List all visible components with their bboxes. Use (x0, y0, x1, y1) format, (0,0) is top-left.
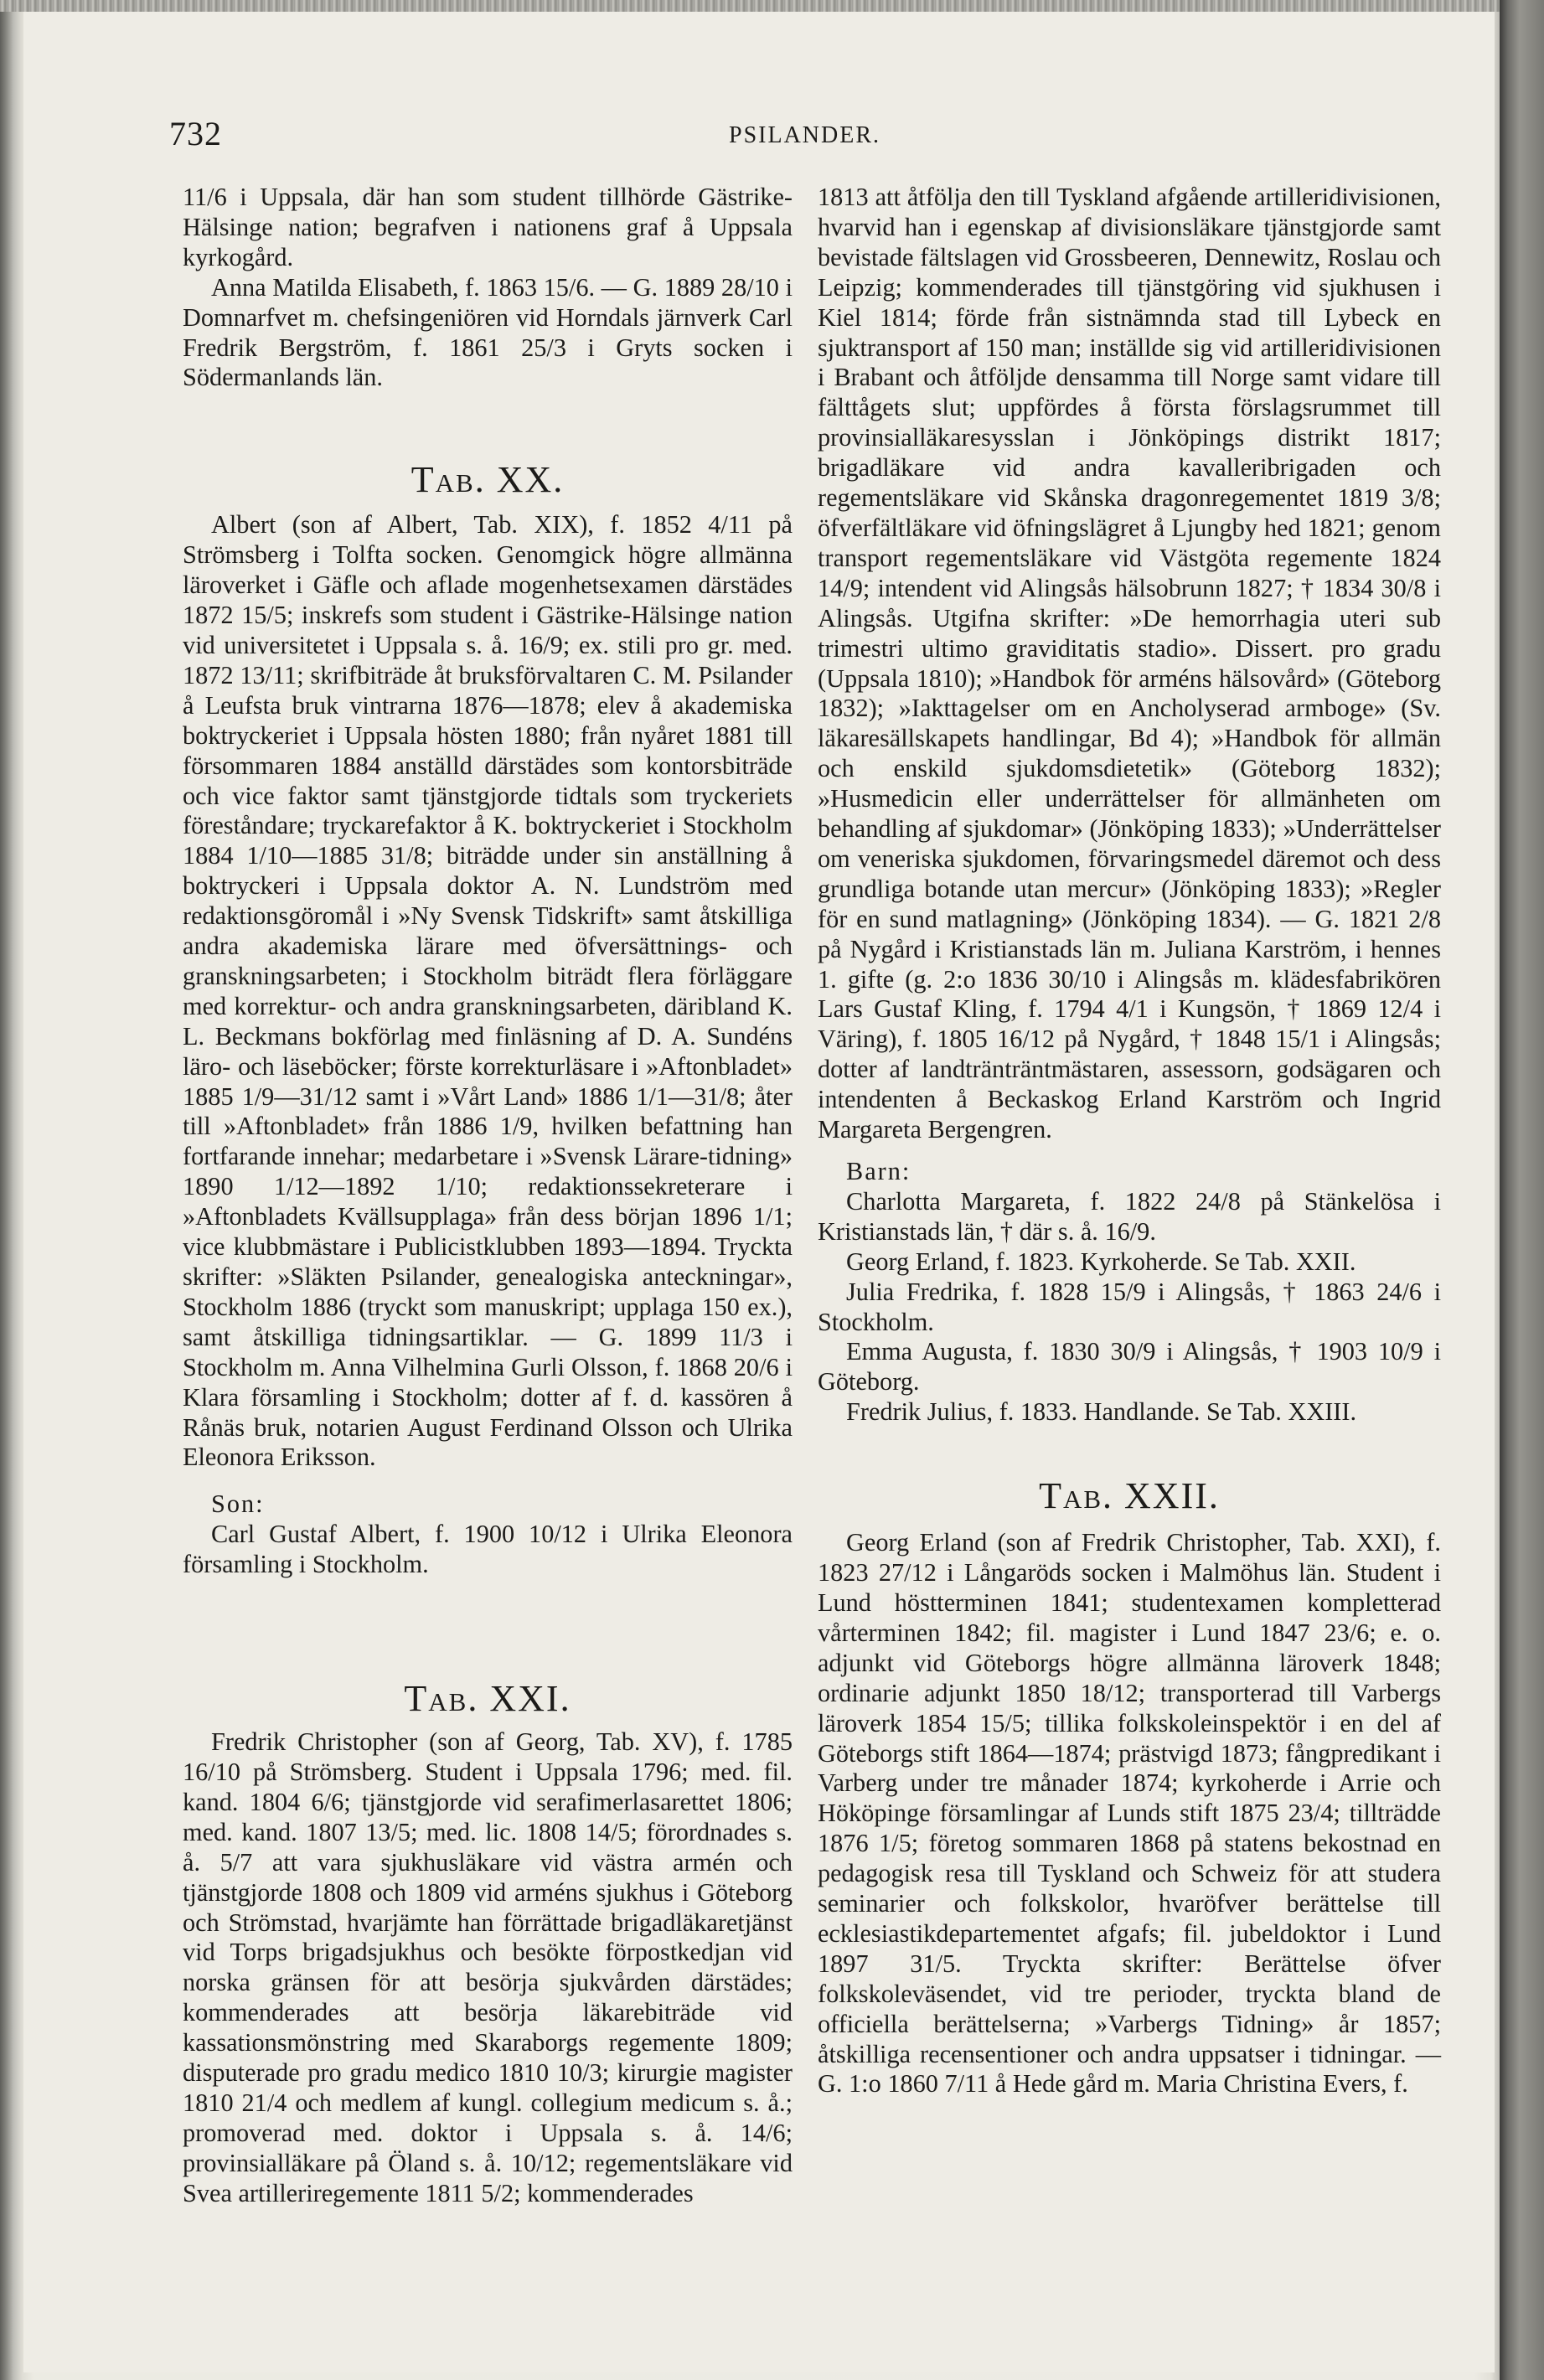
child-entry: Fredrik Julius, f. 1833. Handlande. Se Tab. XXIII. (846, 1397, 1357, 1427)
running-title: PSILANDER. (729, 122, 881, 148)
table-heading-xx: Tab. XX. (411, 459, 565, 501)
right-column (818, 183, 1441, 2099)
child-entry: Georg Erland, f. 1823. Kyrkoherde. Se Tab. XXII. (846, 1247, 1356, 1276)
child-entry: Charlotta Margareta, f. 1822 24/8 på Stänkelösa i Kristianstads län, † där s. å. 16/9. (818, 1186, 1441, 1246)
paragraph-continuation: 11/6 i Uppsala, där han som student tillhörde Gästrike-Hälsinge nation; begrafven i nationens graf å Uppsala kyrkogård. (183, 183, 793, 271)
child-entry: Emma Augusta, f. 1830 30/9 i Alingsås, † 1903 10/9 i Göteborg. (818, 1337, 1441, 1397)
child-entry: Julia Fredrika, f. 1828 15/9 i Alingsås, † 1863 24/6 i Stockholm. (818, 1277, 1441, 1336)
table-heading-xxii: Tab. XXII. (1039, 1475, 1220, 1517)
paragraph-son: Carl Gustaf Albert, f. 1900 10/12 i Ulrika Eleonora församling i Stockholm. (183, 1520, 793, 1579)
barn-heading: Barn: (846, 1157, 911, 1185)
son-heading: Son: (211, 1489, 265, 1519)
paragraph-albert: Albert (son af Albert, Tab. XIX), f. 1852 4/11 på Strömsberg i Tolfta socken. Genomgick högre allmänna läroverket i Gäfle och aflade mogenhetsexamen därstädes 1872 15/5; inskrefs som student i Gästrike-Hälsinge nation vid universitetet i Uppsala s. å. 16/9; ex. stili pro gr. med. 1872 13/11; skrifbiträde åt bruksförvaltaren C. M. Psilander å Leufsta bruk vintrarna 1876—1878; elev å akademiska boktryckeriet i Uppsala hösten 1880; från nyåret 1881 till försommaren 1884 anställd därstädes som kontorsbiträde och vice faktor samt tjänstgjorde tidtals som tryckeriets föreståndare; tryckarefaktor å K. boktryckeriet i Stockholm 1884 1/10—1885 31/8; biträdde under sin anställning å boktryckeri i Uppsala doktor A. N. Lundström med redaktionsgöromål i »Ny Svensk Tidskrift» samt åtskilliga andra akademiska lärare med öfversättnings- och granskningsarbeten; i Stockholm biträdt flera förläggare med korrektur- och andra granskningsarbeten, däribland K. L. Beckmans bokförlag med finläsning af D. A. Sundéns läro- och läseböcker; förste korrekturläsare i »Aftonbladet» 1885 1/9—31/12 samt i »Vårt Land» 1886 1/1—31/8; åter till »Aftonbladet» från 1886 1/9, hvilken befattning han fortfarande innehar; medarbetare i »Svensk Lärare-tidning» 1890 1/12—1892 1/10; redaktionssekreterare i »Aftonbladets Kvällsupplaga» från dess början 1896 1/1; vice klubbmästare i Publicistklubben 1893—1894. Tryckta skrifter: »Släkten Psilander, genealogiska anteckningar», Stockholm 1886 (tryckt som manuskript; upplaga 150 ex.), samt åtskilliga tidningsartiklar. — G. 1899 11/3 i Stockholm m. Anna Vilhelmina Gurli Olsson, f. 1868 20/6 i Klara församling i Stockholm; dotter af f. d. kassören å Rånäs bruk, notarien August Ferdinand Olsson och Ulrika Eleonora Eriksson. (183, 510, 793, 1472)
top-page-edge (0, 0, 1544, 12)
paragraph-georg-erland: Georg Erland (son af Fredrik Christopher, Tab. XXI), f. 1823 27/12 i Långaröds socken i Malmöhus län. Student i Lund höstterminen 1841; studentexamen kompletterad vårterminen 1842; fil. magister i Lund 1847 23/6; e. o. adjunkt vid Göteborgs högre allmänna läroverk 1848; ordinarie adjunkt 1850 18/12; transporterad till Varbergs läroverk 1854 15/5; tillika folkskoleinspektör i en del af Göteborgs stift 1864—1874; prästvigd 1873; fångpredikant i Varberg under tre månader 1874; kyrkoherde i Arrie och Hököpinge församlingar af Lunds stift 1875 23/4; tillträdde 1876 1/5; företog sommaren 1868 på statens bekostnad en pedagogisk resa till Tyskland och Schweiz för att studera seminarier och folkskolor, hvaröfver berättelse till ecklesiastikdepartementet afgafs; fil. jubeldoktor i Lund 1897 31/5. Tryckta skrifter: Berättelse öfver folkskoleväsendet, vid tre perioder, tryckta bland de officiella berättelserna; »Varbergs Tidning» år 1857; åtskilliga recensentioner och andra uppsatser i tidningar. — G. 1:o 1860 7/11 å Hede gård m. Maria Christina Evers, f. (818, 1528, 1441, 2099)
paragraph-continuation-right: 1813 att åtfölja den till Tyskland afgående artilleridivisionen, hvarvid han i egenskap af divisionsläkare tjänstgjorde samt bevistade fältslagen vid Grossbeeren, Dennewitz, Roslau och Leipzig; kommenderades till tjänstgöring vid sjukhusen i Kiel 1814; förde från sistnämnda stad till Lybeck en sjuktransport af 150 man; inställde sig vid artilleridivisionen i Brabant och åtföljde densamma till Norge samt vidare till fälttågets slut; uppfördes å första förslagsrummet till provinsialläkaresysslan i Jönköpings distrikt 1817; brigadläkare vid andra kavalleribrigaden och regementsläkare vid Skånska dragonregementet 1819 3/8; öfverfältläkare vid öfningslägret å Ljungby hed 1821; genom transport regementsläkare vid Västgöta regemente 1824 14/9; intendent vid Alingsås hälsobrunn 1827; † 1834 30/8 i Alingsås. Utgifna skrifter: »De hemorrhagia uteri sub trimestri ultimo graviditatis stadio». Dissert. pro gradu (Uppsala 1810); »Handbok för arméns hälsovård» (Göteborg 1832); »Iakttagelser om en Ancholyserad armboge» (Sv. läkaresällskapets handlingar, Bd 4); »Handbok för allmän och enskild sjukdomsdietetik» (Göteborg 1832); »Husmedicin eller underrättelser för allmänheten om behandling af sjukdomar» (Jönköping 1833); »Underrättelser om veneriska sjukdomen, förvaringsmedel däremot och dess grundliga botande utan mercur» (Jönköping 1833); »Regler för en sund matlagning» (Jönköping 1834). — G. 1821 2/8 på Nygård i Kristianstads län m. Juliana Karström, i hennes 1. gifte (g. 2:o 1836 30/10 i Alingsås m. klädesfabrikören Lars Gustaf Kling, f. 1794 4/1 i Kungsön, † 1869 12/4 i Väring), f. 1805 16/12 på Nygård, † 1848 15/1 i Alingsås; dotter af landtränträntmästaren, assessorn, godsägaren och intendenten å Beckaskog Erland Karström och Ingrid Margareta Bergengren. (818, 183, 1441, 1144)
left-column (183, 183, 793, 2209)
page-number: 732 (169, 115, 222, 152)
paragraph-fredrik-christopher: Fredrik Christopher (son af Georg, Tab. XV), f. 1785 16/10 på Strömsberg. Student i Uppsala 1796; med. fil. kand. 1804 6/6; tjänstgjorde vid serafimerlasarettet 1806; med. kand. 1807 13/5; med. lic. 1808 14/5; förordnades s. å. 5/7 att vara sjukhusläkare vid västra armén och tjänstgjorde 1808 och 1809 vid arméns sjukhus i Göteborg och Strömstad, hvarjämte han förrättade brigadläkaretjänst vid Torps brigadsjukhus och besökte förpostkedjan vid norska gränsen för att besörja sjukvården därstädes; kommenderades att besörja läkarebiträde vid kassationsmönstring med Skaraborgs regemente 1809; disputerade pro gradu medico 1810 10/3; kirurgie magister 1810 21/4 och medlem af kungl. collegium medicum s. å.; promoverad med. doktor i Uppsala s. å. 14/6; provinsialläkare på Öland s. å. 10/12; regementsläkare vid Svea artilleriregemente 1811 5/2; kommenderades (183, 1727, 793, 2207)
paragraph-anna-matilda: Anna Matilda Elisabeth, f. 1863 15/6. — G. 1889 28/10 i Domnarfvet m. chefsingeniören vid Horndals järnverk Carl Fredrik Bergström, f. 1861 25/3 i Gryts socken i Södermanlands län. (183, 272, 793, 392)
right-page-edge (1500, 0, 1544, 2380)
table-heading-xxi: Tab. XXI. (404, 1678, 571, 1720)
